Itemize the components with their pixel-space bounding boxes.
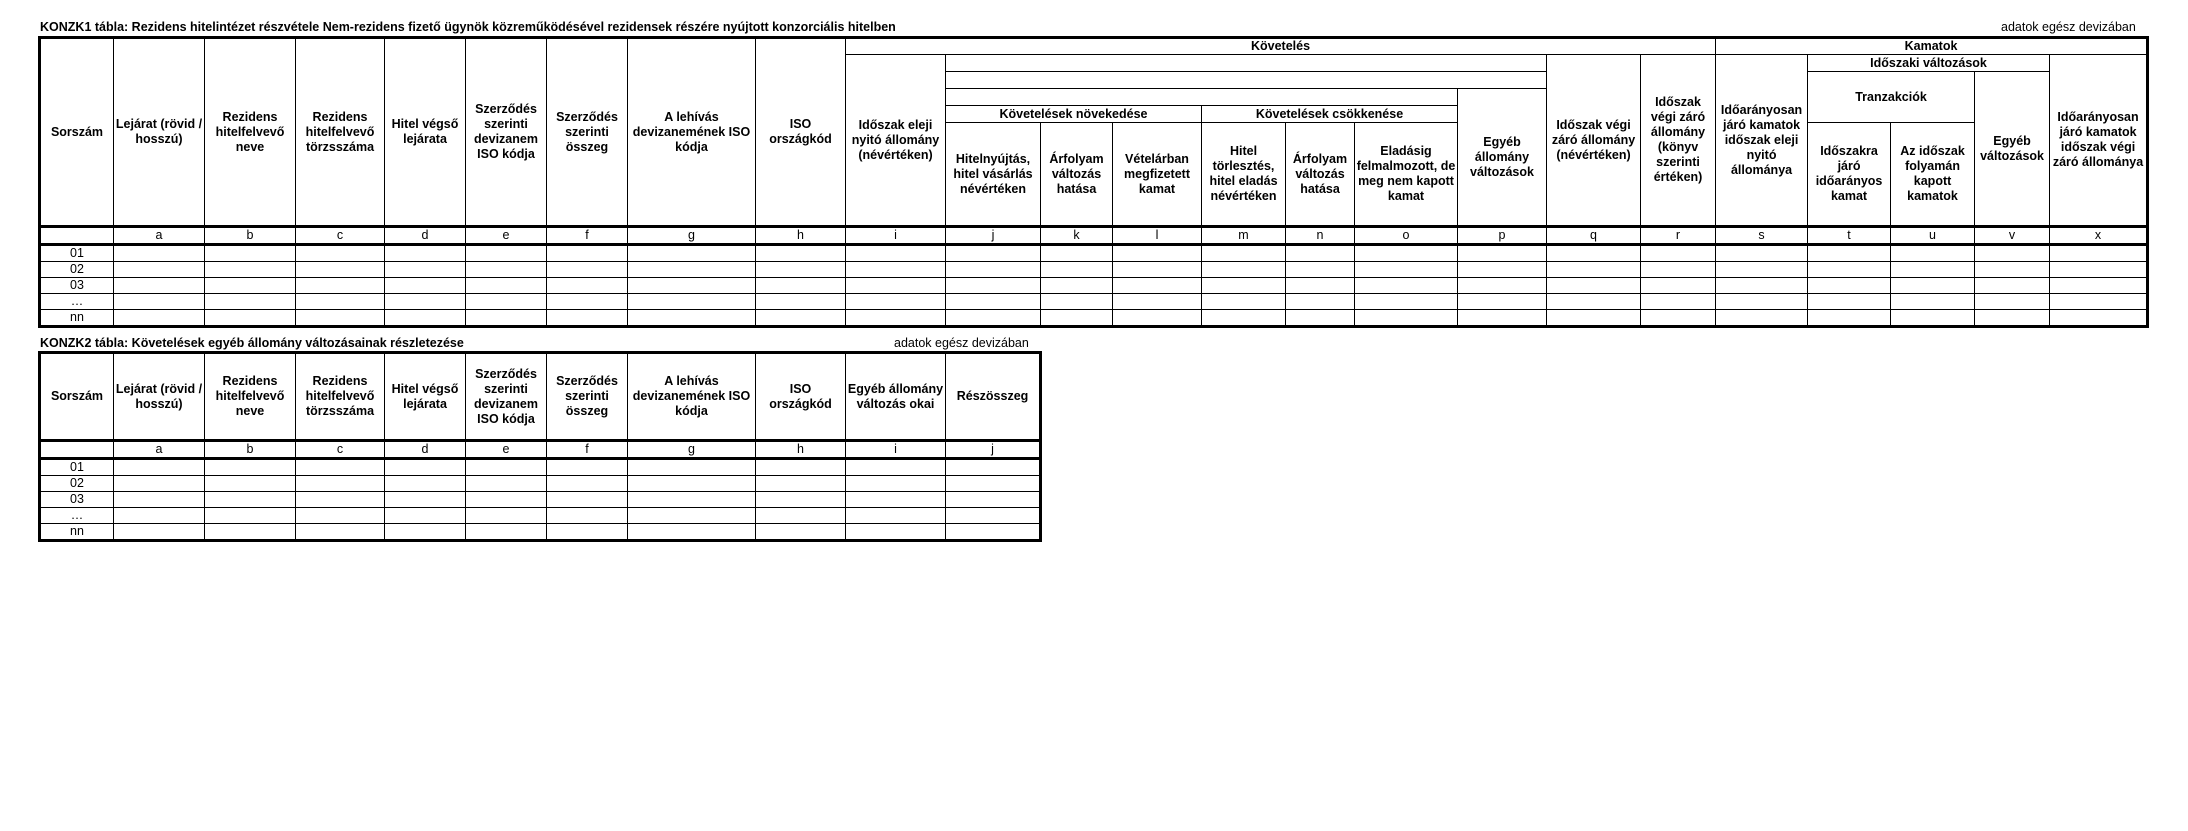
row-number: 02 xyxy=(40,262,114,278)
column-letter-c: c xyxy=(296,227,385,245)
data-cell-v[interactable] xyxy=(1975,245,2050,262)
col-header-r: Időszak végi záró állomány (könyv szerinti értéken) xyxy=(1641,55,1716,227)
data-cell-k[interactable] xyxy=(1041,294,1113,310)
data-cell-g[interactable] xyxy=(628,476,756,492)
data-cell-o[interactable] xyxy=(1355,294,1458,310)
data-cell-k[interactable] xyxy=(1041,310,1113,327)
data-cell-e[interactable] xyxy=(466,278,547,294)
col-header-j: Hitelnyújtás, hitel vásárlás névértéken xyxy=(946,123,1041,227)
col-header-v: Egyéb változások xyxy=(1975,72,2050,227)
data-cell-h[interactable] xyxy=(756,508,846,524)
data-cell-e[interactable] xyxy=(466,310,547,327)
data-cell-i[interactable] xyxy=(846,508,946,524)
data-cell-q[interactable] xyxy=(1547,294,1641,310)
data-cell-v[interactable] xyxy=(1975,262,2050,278)
column-letter-v: v xyxy=(1975,227,2050,245)
data-cell-u[interactable] xyxy=(1891,310,1975,327)
data-cell-t[interactable] xyxy=(1808,310,1891,327)
data-cell-m[interactable] xyxy=(1202,262,1286,278)
data-cell-e[interactable] xyxy=(466,524,547,541)
data-cell-d[interactable] xyxy=(385,459,466,476)
data-cell-l[interactable] xyxy=(1113,294,1202,310)
row-number: … xyxy=(40,294,114,310)
data-cell-i[interactable] xyxy=(846,278,946,294)
data-cell-t[interactable] xyxy=(1808,245,1891,262)
col-header-m: Hitel törlesztés, hitel eladás névértéken xyxy=(1202,123,1286,227)
data-cell-q[interactable] xyxy=(1547,278,1641,294)
konzk1-title: KONZK1 tábla: Rezidens hitelintézet részvétele Nem-rezidens fizető ügynök közreműködésével rezidensek részére nyújtott konzorciális hitelben xyxy=(40,20,896,34)
col-header-u: Az időszak folyamán kapott kamatok xyxy=(1891,123,1975,227)
column-letter-row xyxy=(40,441,1041,459)
data-cell-a[interactable] xyxy=(114,492,205,508)
data-cell-f[interactable] xyxy=(547,245,628,262)
data-cell-a[interactable] xyxy=(114,262,205,278)
data-cell-h[interactable] xyxy=(756,476,846,492)
column-letter-f: f xyxy=(547,227,628,245)
column-letter-h: h xyxy=(756,227,846,245)
data-cell-i[interactable] xyxy=(846,459,946,476)
data-cell-v[interactable] xyxy=(1975,310,2050,327)
letter-cell-blank xyxy=(40,441,114,459)
data-cell-g[interactable] xyxy=(628,310,756,327)
data-cell-c[interactable] xyxy=(296,459,385,476)
data-cell-b[interactable] xyxy=(205,508,296,524)
row-number: 03 xyxy=(40,278,114,294)
data-cell-l[interactable] xyxy=(1113,245,1202,262)
col-header-i: Időszak eleji nyitó állomány (névértéken) xyxy=(846,55,946,227)
data-cell-j[interactable] xyxy=(946,310,1041,327)
data-cell-b[interactable] xyxy=(205,476,296,492)
data-cell-h[interactable] xyxy=(756,245,846,262)
col-header-g: A lehívás devizanemének ISO kódja xyxy=(628,353,756,441)
col-header-t: Időszakra járó időarányos kamat xyxy=(1808,123,1891,227)
column-letter-s: s xyxy=(1716,227,1808,245)
data-cell-p[interactable] xyxy=(1458,294,1547,310)
column-letter-a: a xyxy=(114,227,205,245)
col-header-k: Árfolyam változás hatása xyxy=(1041,123,1113,227)
column-letter-t: t xyxy=(1808,227,1891,245)
column-letter-u: u xyxy=(1891,227,1975,245)
data-cell-b[interactable] xyxy=(205,262,296,278)
table-row xyxy=(40,245,2148,262)
data-cell-f[interactable] xyxy=(547,310,628,327)
data-cell-s[interactable] xyxy=(1716,294,1808,310)
column-letter-l: l xyxy=(1113,227,1202,245)
data-cell-b[interactable] xyxy=(205,245,296,262)
data-cell-j[interactable] xyxy=(946,492,1041,508)
data-cell-o[interactable] xyxy=(1355,310,1458,327)
data-cell-v[interactable] xyxy=(1975,294,2050,310)
data-cell-a[interactable] xyxy=(114,459,205,476)
data-cell-q[interactable] xyxy=(1547,310,1641,327)
col-header-c: Rezidens hitelfelvevő törzsszáma xyxy=(296,38,385,227)
data-cell-a[interactable] xyxy=(114,476,205,492)
data-cell-a[interactable] xyxy=(114,310,205,327)
data-cell-f[interactable] xyxy=(547,278,628,294)
table-row xyxy=(40,294,2148,310)
data-cell-n[interactable] xyxy=(1286,262,1355,278)
data-cell-f[interactable] xyxy=(547,459,628,476)
col-header-e: Szerződés szerinti devizanem ISO kódja xyxy=(466,38,547,227)
data-cell-g[interactable] xyxy=(628,278,756,294)
data-cell-r[interactable] xyxy=(1641,310,1716,327)
data-cell-b[interactable] xyxy=(205,294,296,310)
data-cell-r[interactable] xyxy=(1641,262,1716,278)
data-cell-j[interactable] xyxy=(946,262,1041,278)
col-header-l: Vételárban megfizetett kamat xyxy=(1113,123,1202,227)
data-cell-e[interactable] xyxy=(466,262,547,278)
data-cell-g[interactable] xyxy=(628,294,756,310)
data-cell-c[interactable] xyxy=(296,294,385,310)
data-cell-s[interactable] xyxy=(1716,245,1808,262)
data-cell-b[interactable] xyxy=(205,278,296,294)
data-cell-g[interactable] xyxy=(628,508,756,524)
data-cell-p[interactable] xyxy=(1458,278,1547,294)
data-cell-e[interactable] xyxy=(466,508,547,524)
group-spacer-2 xyxy=(946,72,1547,89)
data-cell-d[interactable] xyxy=(385,524,466,541)
data-cell-e[interactable] xyxy=(466,294,547,310)
data-cell-d[interactable] xyxy=(385,492,466,508)
data-cell-e[interactable] xyxy=(466,245,547,262)
data-cell-f[interactable] xyxy=(547,476,628,492)
data-cell-n[interactable] xyxy=(1286,278,1355,294)
data-cell-b[interactable] xyxy=(205,459,296,476)
col-header-b: Rezidens hitelfelvevő neve xyxy=(205,38,296,227)
col-header-a: Lejárat (rövid / hosszú) xyxy=(114,38,205,227)
col-header-sorszam: Sorszám xyxy=(40,38,114,227)
data-cell-e[interactable] xyxy=(466,476,547,492)
data-cell-c[interactable] xyxy=(296,262,385,278)
data-cell-i[interactable] xyxy=(846,294,946,310)
column-letter-g: g xyxy=(628,441,756,459)
column-letter-h: h xyxy=(756,441,846,459)
data-cell-n[interactable] xyxy=(1286,310,1355,327)
data-cell-i[interactable] xyxy=(846,524,946,541)
row-number: 02 xyxy=(40,476,114,492)
data-cell-c[interactable] xyxy=(296,310,385,327)
data-cell-a[interactable] xyxy=(114,278,205,294)
data-cell-l[interactable] xyxy=(1113,310,1202,327)
col-header-h: ISO országkód xyxy=(756,38,846,227)
column-letter-j: j xyxy=(946,227,1041,245)
data-cell-h[interactable] xyxy=(756,492,846,508)
data-cell-f[interactable] xyxy=(547,524,628,541)
data-cell-d[interactable] xyxy=(385,476,466,492)
col-header-n: Árfolyam változás hatása xyxy=(1286,123,1355,227)
data-cell-g[interactable] xyxy=(628,245,756,262)
data-cell-j[interactable] xyxy=(946,476,1041,492)
group-header-idoszaki-valtozasok: Időszaki változások xyxy=(1808,55,2050,72)
data-cell-c[interactable] xyxy=(296,278,385,294)
group-header-kovetelés: Követelés xyxy=(846,38,1716,55)
konzk2-unit-note: adatok egész devizában xyxy=(894,336,1029,350)
konzk2-table xyxy=(38,351,1042,542)
data-cell-c[interactable] xyxy=(296,476,385,492)
data-cell-u[interactable] xyxy=(1891,245,1975,262)
data-cell-d[interactable] xyxy=(385,508,466,524)
data-cell-s[interactable] xyxy=(1716,262,1808,278)
data-cell-b[interactable] xyxy=(205,310,296,327)
data-cell-h[interactable] xyxy=(756,262,846,278)
col-header-i: Egyéb állomány változás okai xyxy=(846,353,946,441)
data-cell-j[interactable] xyxy=(946,524,1041,541)
data-cell-i[interactable] xyxy=(846,310,946,327)
data-cell-m[interactable] xyxy=(1202,245,1286,262)
data-cell-c[interactable] xyxy=(296,524,385,541)
data-cell-k[interactable] xyxy=(1041,262,1113,278)
column-letter-o: o xyxy=(1355,227,1458,245)
data-cell-c[interactable] xyxy=(296,508,385,524)
konzk1-table xyxy=(38,36,2149,328)
data-cell-r[interactable] xyxy=(1641,278,1716,294)
table-row xyxy=(40,508,1041,524)
row-number: 01 xyxy=(40,245,114,262)
data-cell-d[interactable] xyxy=(385,245,466,262)
data-cell-t[interactable] xyxy=(1808,294,1891,310)
data-cell-k[interactable] xyxy=(1041,245,1113,262)
column-letter-row xyxy=(40,227,2148,245)
data-cell-f[interactable] xyxy=(547,508,628,524)
col-header-c: Rezidens hitelfelvevő törzsszáma xyxy=(296,353,385,441)
col-header-e: Szerződés szerinti devizanem ISO kódja xyxy=(466,353,547,441)
table-row xyxy=(40,459,1041,476)
table-row xyxy=(40,278,2148,294)
data-cell-n[interactable] xyxy=(1286,245,1355,262)
data-cell-c[interactable] xyxy=(296,245,385,262)
data-cell-g[interactable] xyxy=(628,524,756,541)
data-cell-e[interactable] xyxy=(466,459,547,476)
data-cell-t[interactable] xyxy=(1808,278,1891,294)
row-number: nn xyxy=(40,310,114,327)
col-header-o: Eladásig felmalmozott, de meg nem kapott kamat xyxy=(1355,123,1458,227)
row-number: 03 xyxy=(40,492,114,508)
data-cell-j[interactable] xyxy=(946,508,1041,524)
group-header-csokkenese: Követelések csökkenése xyxy=(1202,106,1458,123)
data-cell-h[interactable] xyxy=(756,294,846,310)
data-cell-d[interactable] xyxy=(385,310,466,327)
data-cell-x[interactable] xyxy=(2050,245,2148,262)
column-letter-f: f xyxy=(547,441,628,459)
data-cell-a[interactable] xyxy=(114,524,205,541)
row-number: 01 xyxy=(40,459,114,476)
table-row xyxy=(40,524,1041,541)
konzk1-unit-note: adatok egész devizában xyxy=(2001,20,2136,34)
data-cell-j[interactable] xyxy=(946,459,1041,476)
col-header-s: Időarányosan járó kamatok időszak eleji nyitó állománya xyxy=(1716,55,1808,227)
column-letter-e: e xyxy=(466,227,547,245)
col-header-q: Időszak végi záró állomány (névértéken) xyxy=(1547,55,1641,227)
col-header-p: Egyéb állomány változások xyxy=(1458,89,1547,227)
data-cell-o[interactable] xyxy=(1355,245,1458,262)
data-cell-t[interactable] xyxy=(1808,262,1891,278)
data-cell-a[interactable] xyxy=(114,508,205,524)
data-cell-x[interactable] xyxy=(2050,310,2148,327)
data-cell-a[interactable] xyxy=(114,294,205,310)
data-cell-j[interactable] xyxy=(946,294,1041,310)
data-cell-h[interactable] xyxy=(756,459,846,476)
row-number: nn xyxy=(40,524,114,541)
col-header-f: Szerződés szerinti összeg xyxy=(547,353,628,441)
data-cell-g[interactable] xyxy=(628,492,756,508)
group-header-tranzakciok: Tranzakciók xyxy=(1808,72,1975,123)
data-cell-m[interactable] xyxy=(1202,294,1286,310)
letter-cell-blank xyxy=(40,227,114,245)
column-letter-x: x xyxy=(2050,227,2148,245)
data-cell-j[interactable] xyxy=(946,278,1041,294)
data-cell-u[interactable] xyxy=(1891,262,1975,278)
column-letter-m: m xyxy=(1202,227,1286,245)
col-header-j: Részösszeg xyxy=(946,353,1041,441)
data-cell-l[interactable] xyxy=(1113,262,1202,278)
table-row xyxy=(40,310,2148,327)
column-letter-g: g xyxy=(628,227,756,245)
data-cell-x[interactable] xyxy=(2050,294,2148,310)
data-cell-j[interactable] xyxy=(946,245,1041,262)
group-spacer-1 xyxy=(946,55,1547,72)
col-header-h: ISO országkód xyxy=(756,353,846,441)
table-row xyxy=(40,476,1041,492)
column-letter-j: j xyxy=(946,441,1041,459)
data-cell-f[interactable] xyxy=(547,492,628,508)
data-cell-e[interactable] xyxy=(466,492,547,508)
data-cell-b[interactable] xyxy=(205,524,296,541)
data-cell-i[interactable] xyxy=(846,476,946,492)
data-cell-k[interactable] xyxy=(1041,278,1113,294)
column-letter-b: b xyxy=(205,227,296,245)
group-header-novekedese: Követelések növekedése xyxy=(946,106,1202,123)
data-cell-i[interactable] xyxy=(846,262,946,278)
data-cell-q[interactable] xyxy=(1547,245,1641,262)
data-cell-u[interactable] xyxy=(1891,278,1975,294)
data-cell-i[interactable] xyxy=(846,492,946,508)
data-cell-m[interactable] xyxy=(1202,278,1286,294)
column-letter-n: n xyxy=(1286,227,1355,245)
data-cell-d[interactable] xyxy=(385,262,466,278)
data-cell-q[interactable] xyxy=(1547,262,1641,278)
column-letter-i: i xyxy=(846,227,946,245)
group-spacer-3 xyxy=(946,89,1458,106)
data-cell-s[interactable] xyxy=(1716,310,1808,327)
data-cell-d[interactable] xyxy=(385,278,466,294)
data-cell-v[interactable] xyxy=(1975,278,2050,294)
konzk2-data-rows xyxy=(40,459,1041,541)
col-header-x: Időarányosan járó kamatok időszak végi záró állománya xyxy=(2050,55,2148,227)
data-cell-p[interactable] xyxy=(1458,245,1547,262)
data-cell-b[interactable] xyxy=(205,492,296,508)
column-letter-i: i xyxy=(846,441,946,459)
data-cell-i[interactable] xyxy=(846,245,946,262)
col-header-sorszam: Sorszám xyxy=(40,353,114,441)
data-cell-r[interactable] xyxy=(1641,245,1716,262)
column-letter-p: p xyxy=(1458,227,1547,245)
col-header-b: Rezidens hitelfelvevő neve xyxy=(205,353,296,441)
table-row xyxy=(40,262,2148,278)
konzk2-title: KONZK2 tábla: Követelések egyéb állomány változásainak részletezése xyxy=(40,336,464,350)
data-cell-o[interactable] xyxy=(1355,262,1458,278)
data-cell-p[interactable] xyxy=(1458,262,1547,278)
col-header-a: Lejárat (rövid / hosszú) xyxy=(114,353,205,441)
data-cell-d[interactable] xyxy=(385,294,466,310)
data-cell-r[interactable] xyxy=(1641,294,1716,310)
column-letter-q: q xyxy=(1547,227,1641,245)
data-cell-h[interactable] xyxy=(756,524,846,541)
column-letter-d: d xyxy=(385,227,466,245)
column-letter-d: d xyxy=(385,441,466,459)
konzk1-data-rows xyxy=(40,245,2148,327)
data-cell-g[interactable] xyxy=(628,459,756,476)
col-header-d: Hitel végső lejárata xyxy=(385,38,466,227)
data-cell-f[interactable] xyxy=(547,262,628,278)
data-cell-f[interactable] xyxy=(547,294,628,310)
data-cell-o[interactable] xyxy=(1355,278,1458,294)
col-header-g: A lehívás devizanemének ISO kódja xyxy=(628,38,756,227)
group-header-kamatok: Kamatok xyxy=(1716,38,2148,55)
col-header-d: Hitel végső lejárata xyxy=(385,353,466,441)
column-letter-a: a xyxy=(114,441,205,459)
column-letter-b: b xyxy=(205,441,296,459)
data-cell-h[interactable] xyxy=(756,278,846,294)
column-letter-r: r xyxy=(1641,227,1716,245)
data-cell-a[interactable] xyxy=(114,245,205,262)
data-cell-x[interactable] xyxy=(2050,278,2148,294)
data-cell-l[interactable] xyxy=(1113,278,1202,294)
column-letter-k: k xyxy=(1041,227,1113,245)
column-letter-e: e xyxy=(466,441,547,459)
data-cell-g[interactable] xyxy=(628,262,756,278)
data-cell-c[interactable] xyxy=(296,492,385,508)
data-cell-u[interactable] xyxy=(1891,294,1975,310)
data-cell-x[interactable] xyxy=(2050,262,2148,278)
data-cell-h[interactable] xyxy=(756,310,846,327)
data-cell-s[interactable] xyxy=(1716,278,1808,294)
data-cell-m[interactable] xyxy=(1202,310,1286,327)
data-cell-n[interactable] xyxy=(1286,294,1355,310)
table-row xyxy=(40,492,1041,508)
column-letter-c: c xyxy=(296,441,385,459)
row-number: … xyxy=(40,508,114,524)
col-header-f: Szerződés szerinti összeg xyxy=(547,38,628,227)
data-cell-p[interactable] xyxy=(1458,310,1547,327)
